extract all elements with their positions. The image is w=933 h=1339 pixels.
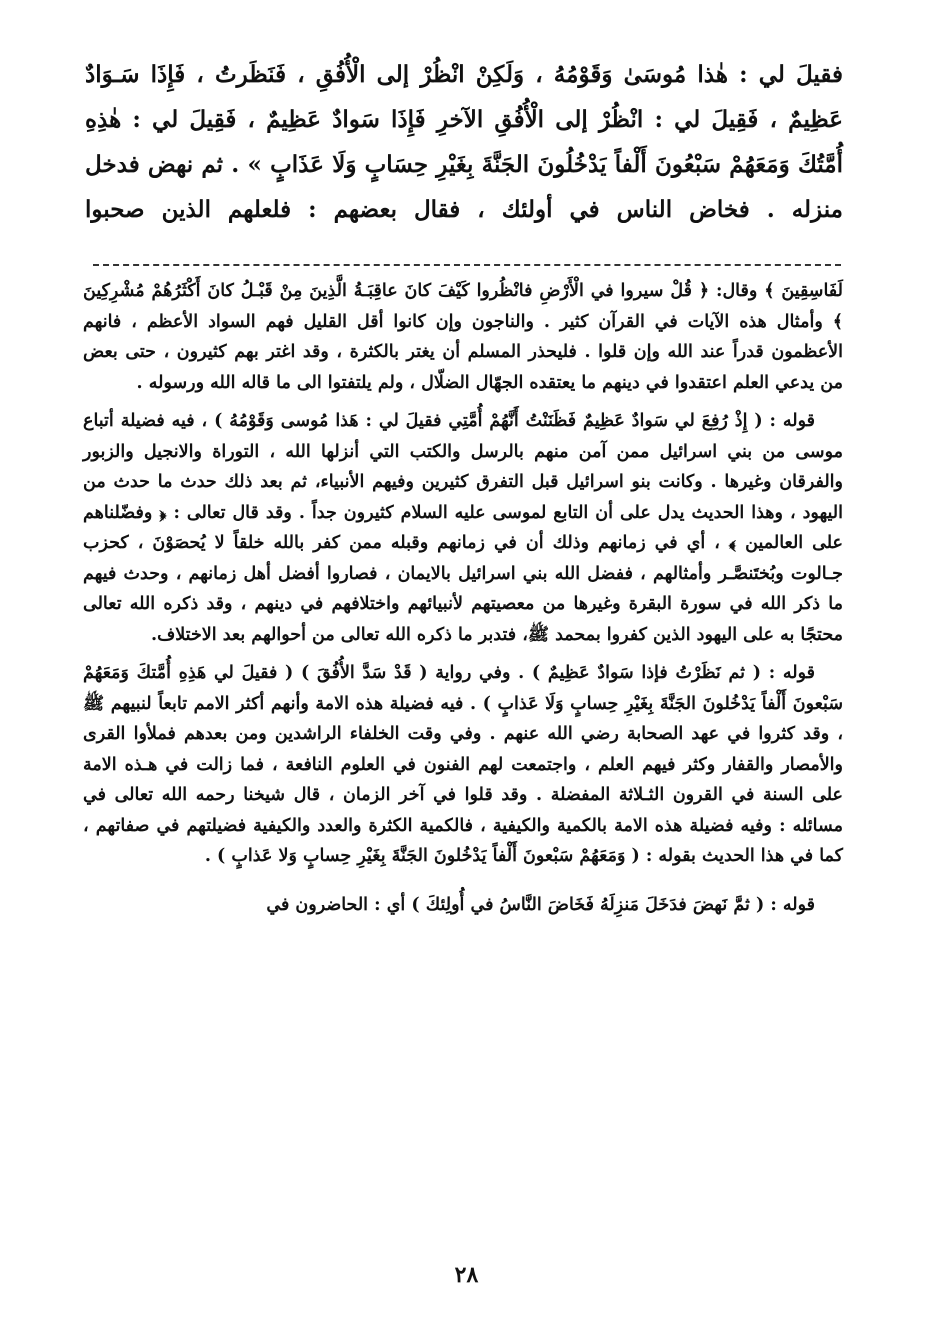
commentary-block [83, 276, 843, 928]
dashed-separator [93, 264, 841, 266]
commentary-paragraph-3: قوله : ( ثم نَظَرْتُ فإذا سَوادٌ عَظِيمٌ ) . وفي رواية ( قَدْ سَدَّ الأُفُقَ ) ( فقيلَ لي هَذِهِ أُمَّتكَ وَمَعَهُمْ سَبْعونَ أَلْفاً يَدْخُلونَ الجَنَّةَ بِغَيْرِ حِسابٍ وَلَا عَذابٍ ) . فيه فضيلة هذه الامة وأنهم أكثر الامم تابعاً لنبيهم ﷺ ، وقد كثروا في عهد الصحابة رضي الله عنهم . وفي وقت الخلفاء الراشدين ومن بعدهم فملأوا القرى والأمصار والقفار وكثر فيهم العلم ، واجتمعت لهم الفنون في العلوم النافعة ، فما زالت في هـذه الامة على السنة في القرون الثـلاثة المفضلة . وقد قلوا في آخر الزمان ، قال شيخنا رحمه الله تعالى في مسائله : وفيه فضيلة هذه الامة بالكمية والكيفية ، فالكمية الكثرة والعدد والكيفية فضيلتهم في صفاتهم ، كما في هذا الحديث بقوله : ( وَمَعَهُمْ سَبْعونَ أَلْفاً يَدْخُلونَ الجَنَّةَ بِغَيْرِ حِسابٍ وَلا عَذابٍ ) . [83, 663, 843, 866]
commentary-paragraph-4: قوله : ( ثمَّ نَهضَ فدَخَلَ مَنزِلَهُ فَخَاضَ النَّاسُ في أُولِئكَ ) أي : الحاضرون في [266, 894, 815, 915]
commentary-paragraph-2: قوله : ( إِذْ رُفِعَ لي سَوادٌ عَظِيمٌ فَظَنَنْتُ أَنَّهُمْ أُمَّتِي فقيلَ لي : هَذا مُوسى وَقَوْمُهُ ) ، فيه فضيلة أتباع موسى من بني اسرائيل ممن آمن منهم بالرسل والكتب التي أنزلها الله ، التوراة والانجيل والزبور والفرقان وغيرها . وكانت بنو اسرائيل قبل التفرق كثيرين وفيهم الأنبياء، ثم بعد ذلك حدث ما حدث من اليهود ، وهذا الحديث يدل على أن التابع لموسى عليه السلام كثيرون جداً . وقد قال تعالى : ﴿ وفضّلناهم على العالمين ﴾ ، أي في زمانهم وذلك أن في زمانهم وقبله ممن كفر بالله خلقاً لا يُحصَوْنَ ، كحزب جـالوت وبُختَنصَّـر وأمثالهم ، ففضل الله بني اسرائيل بالايمان ، فصاروا أفضل أهل زمانهم ، وحدث فيهم ما ذكر الله في سورة البقرة وغيرها من معصيتهم لأنبيائهم واختلافهم في دينهم ، وقد ذكره الله تعالى محتجًا به على اليهود الذين كفروا بمحمد ﷺ، فتدبر ما ذكره الله تعالى من أحوالهم بعد الاختلاف. [83, 411, 843, 645]
hadith-text-block: فقيلَ لي : هٰذا مُوسَىٰ وَقَوْمُهُ ، وَلَكِنْ انْظُرْ إلى الْأُفُقِ ، فَنَظَرتُ ، فَإِذَا سَـوَادٌ عَظِيمٌ ، فَقِيلَ لي : انْظُرْ إلى الْأُفُقِ الآخرِ فَإِذَا سَوادٌ عَظِيمٌ ، فَقِيلَ لي : هٰذِهِ أُمَّتُكَ وَمَعَهُمْ سَبْعُونَ أَلْفاً يَدْخُلُونَ الجَنَّةَ بِغَيْرِ حِسَابٍ وَلَا عَذَابٍ » . ثم نهض فدخل منزله . فخاض الناس في أولئك ، فقال بعضهم : فلعلهم الذين صحبوا [85, 61, 843, 223]
page-number: ٢٨ [454, 1262, 479, 1288]
commentary-paragraph-1: لَفَاسِقِينَ ﴾ وقال: ﴿ قُلْ سيروا في الْأَرْضِ فانْظُروا كَيْفَ كانَ عاقِبَـةُ الَّذِينَ مِنْ قَبْـلُ كانَ أَكْثَرُهُمْ مُشْرِكِينَ ﴾ وأمثال هذه الآيات في القرآن كثير . والناجون وإن كانوا أقل القليل فهم السواد الأعظم ، فانهم الأعظمون قدراً عند الله وإن قلوا . فليحذر المسلم أن يغتر بالكثرة ، وقد اغتر بهم كثيرون ، حتى بعض من يدعي العلم اعتقدوا في دينهم ما يعتقده الجهّال الضلّال ، ولم يلتفتوا الى ما قاله الله ورسوله . [83, 281, 843, 393]
